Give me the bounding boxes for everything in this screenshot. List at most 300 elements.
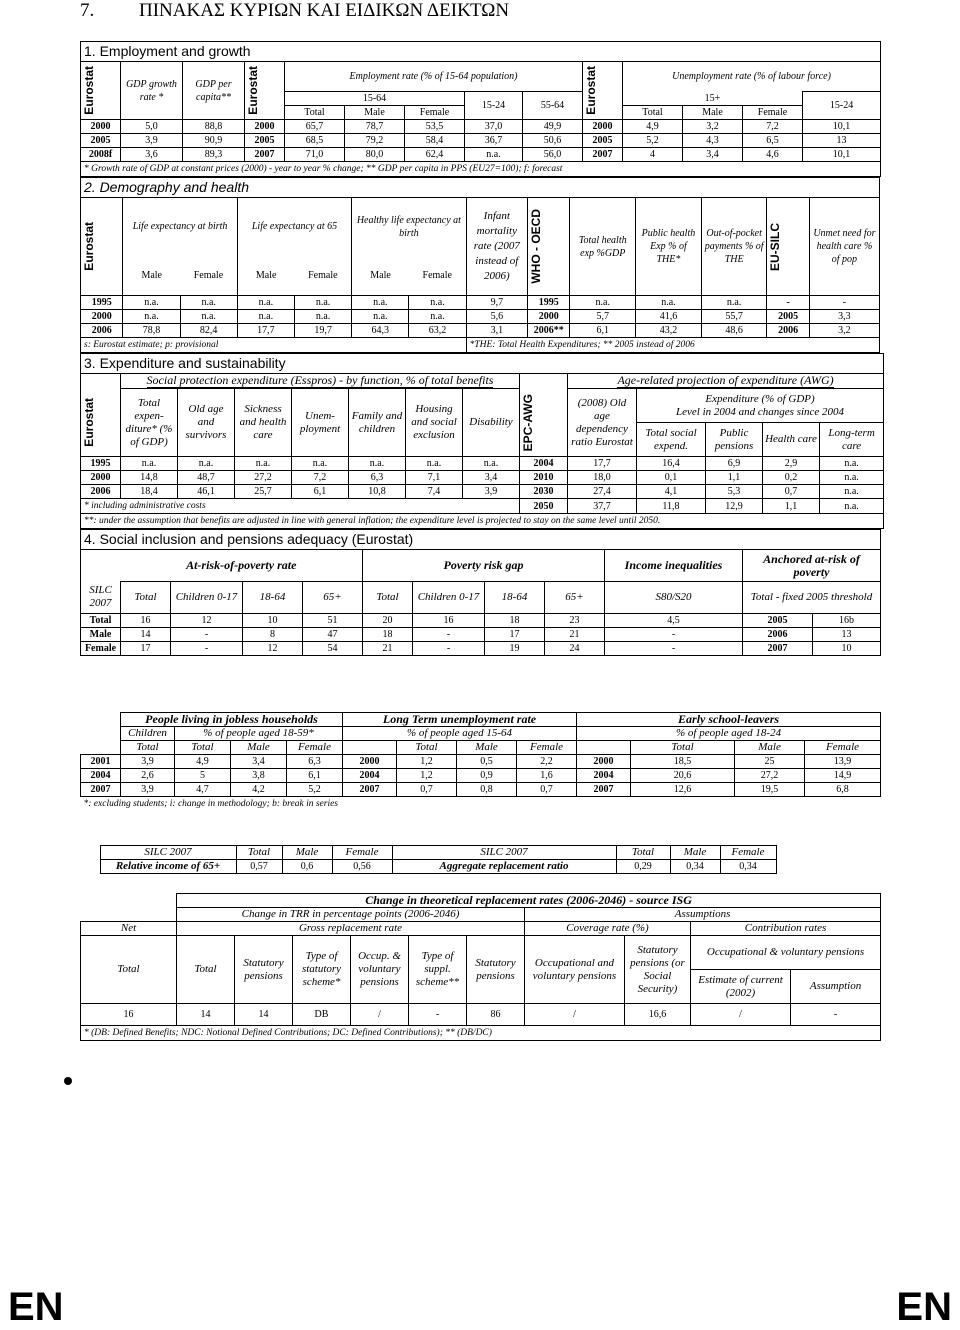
table-cell: 16 — [413, 614, 485, 628]
table-cell: 6,3 — [287, 755, 343, 769]
table-cell: 0,5 — [457, 755, 517, 769]
table-cell: 36,7 — [465, 134, 523, 148]
table-cell: 5,6 — [466, 310, 527, 324]
table-cell: 12 — [171, 614, 243, 628]
table-cell: 16,4 — [637, 457, 706, 471]
col-female: Female — [405, 106, 465, 120]
age-15-24: 15-24 — [803, 92, 881, 120]
table-cell: 16 — [81, 1004, 177, 1026]
table-cell: 55,7 — [701, 310, 767, 324]
table-cell: 3,2 — [683, 120, 743, 134]
col-female: Female — [409, 256, 466, 296]
table-employment — [80, 41, 881, 177]
table-cell: 0,34 — [670, 860, 720, 874]
table-cell: 50,6 — [523, 134, 583, 148]
table-cell: 16,6 — [625, 1004, 691, 1026]
table-cell: 17,7 — [237, 324, 294, 338]
table-cell: 3,3 — [809, 310, 879, 324]
table-cell: 12,6 — [631, 783, 735, 797]
epc-awg-label: EPC-AWG — [521, 393, 535, 451]
table-cell: 37,0 — [465, 120, 523, 134]
table-cell: 21 — [363, 642, 413, 656]
table-cell: 17,7 — [568, 457, 637, 471]
col-male: Male — [670, 846, 720, 860]
awg-col-pensions: Public pensions — [706, 423, 763, 457]
awg-expenditure-header: Expenditure (% of GDP) Level in 2004 and changes since 2004 — [637, 389, 884, 423]
table-cell: 1995 — [528, 296, 570, 310]
section2-note-right: *THE: Total Health Expenditures; ** 2005 instead of 2006 — [466, 338, 879, 353]
age-15-64: 15-64 — [285, 92, 465, 106]
col-total: Total — [81, 936, 177, 1004]
table-cell: 0,29 — [616, 860, 670, 874]
pct-15-64: % of people aged 15-64 — [343, 727, 577, 741]
table-cell: 3,9 — [121, 783, 175, 797]
col-male: Male — [123, 256, 180, 296]
table-cell: 14 — [121, 628, 171, 642]
table-cell: 2030 — [520, 485, 568, 499]
table-cell: n.a. — [294, 310, 351, 324]
table-cell: n.a. — [294, 296, 351, 310]
table-cell: Total — [81, 614, 121, 628]
col-male: Male — [345, 106, 405, 120]
table-cell: n.a. — [235, 457, 292, 471]
table-cell: 49,9 — [523, 120, 583, 134]
awg-col-ltc: Long-term care — [820, 423, 884, 457]
sp-title: Social protection expenditure (Esspros) - by function, % of total benefits — [121, 374, 520, 389]
table-cell: 0,9 — [457, 769, 517, 783]
col-total: Total — [616, 846, 670, 860]
age-55-64: 55-64 — [523, 92, 583, 120]
table-cell: 3,4 — [683, 148, 743, 162]
col-assumption: Assumption — [791, 970, 881, 1004]
table-row — [81, 457, 884, 471]
section3-note2: **: under the assumption that benefits are adjusted in line with general inflation; the expenditure level is projected to stay on the same level until 2050. — [81, 514, 884, 529]
trr-title: Change in theoretical replacement rates (2006-2046) - source ISG — [177, 894, 881, 908]
section2-note-left: s: Eurostat estimate; p: provisional — [81, 338, 467, 353]
table-cell: n.a. — [123, 310, 180, 324]
silc-label: SILC 2007 — [100, 846, 236, 860]
table-row — [81, 642, 881, 656]
table-cell: 14,8 — [121, 471, 178, 485]
table-cell: n.a. — [237, 310, 294, 324]
table-cell: 2006** — [528, 324, 570, 338]
table-cell: 27,2 — [235, 471, 292, 485]
col-female: Female — [720, 846, 776, 860]
col-female: Female — [180, 256, 237, 296]
sp-col-disability: Disability — [463, 389, 520, 457]
col-total: Total — [397, 741, 457, 755]
table-cell: n.a. — [465, 148, 523, 162]
table-cell: - — [791, 1004, 881, 1026]
table-cell: 10,1 — [803, 148, 881, 162]
col-stat-social: Statutory pensions (or Social Security) — [625, 936, 691, 1004]
table-cell: 12 — [243, 642, 303, 656]
table-cell: 4,9 — [623, 120, 683, 134]
table-cell: 3,4 — [231, 755, 287, 769]
sp-col-sickness: Sickness and health care — [235, 389, 292, 457]
section-employment — [80, 41, 880, 656]
table-cell: 2007 — [343, 783, 397, 797]
col-male: Male — [237, 256, 294, 296]
sp-col-housing: Housing and social exclusion — [406, 389, 463, 457]
table-cell: 2000 — [81, 310, 123, 324]
table-cell: 2,2 — [517, 755, 577, 769]
col-total: Total — [121, 741, 175, 755]
table-cell: / — [691, 1004, 791, 1026]
table-cell: 19 — [485, 642, 545, 656]
out-of-pocket-header: Out-of-pocket payments % of THE — [701, 198, 767, 296]
gross-header: Gross replacement rate — [177, 922, 525, 936]
eurostat-label: Eurostat — [246, 66, 260, 115]
table-cell: n.a. — [123, 296, 180, 310]
arop-header: At-risk-of-poverty rate — [121, 550, 363, 582]
col-children: Children 0-17 — [171, 582, 243, 614]
awg-col-health: Health care — [763, 423, 820, 457]
table-row — [81, 471, 884, 485]
table-cell: 51 — [303, 614, 363, 628]
footer-en-right: EN — [896, 1285, 952, 1329]
table-cell: 2007 — [583, 148, 623, 162]
table-cell: / — [525, 1004, 625, 1026]
table-cell: 7,1 — [406, 471, 463, 485]
section2-title: 2. Demography and health — [81, 178, 880, 198]
table-cell: 4,3 — [683, 134, 743, 148]
col-s80: S80/S20 — [605, 582, 743, 614]
table-cell: 89,3 — [183, 148, 245, 162]
table-cell: 2010 — [520, 471, 568, 485]
table-cell: 21 — [545, 628, 605, 642]
table-cell: n.a. — [237, 296, 294, 310]
table-cell: 2005 — [743, 614, 813, 628]
table-cell: n.a. — [409, 296, 466, 310]
age-15plus: 15+ — [623, 92, 803, 106]
table-cell: 56,0 — [523, 148, 583, 162]
table-row — [81, 783, 881, 797]
table-cell: 10 — [813, 642, 881, 656]
col-type-suppl: Type of suppl. scheme** — [409, 936, 467, 1004]
table-cell: 71,0 — [285, 148, 345, 162]
table-cell: 9,7 — [466, 296, 527, 310]
table-cell: 5,0 — [121, 120, 183, 134]
table-cell: 0,1 — [637, 471, 706, 485]
col-female: Female — [294, 256, 351, 296]
table-cell: 64,3 — [352, 324, 409, 338]
table-cell: 24 — [545, 642, 605, 656]
table-cell: - — [767, 296, 809, 310]
table-cell: n.a. — [180, 310, 237, 324]
net-header: Net — [81, 922, 177, 936]
table-row — [81, 628, 881, 642]
table-cell: n.a. — [636, 296, 702, 310]
silc-label: SILC 2007 — [81, 582, 121, 614]
header-title: ΠΙΝΑΚΑΣ ΚΥΡΙΩΝ ΚΑΙ ΕΙΔΙΚΩΝ ΔΕΙΚΤΩΝ — [139, 0, 510, 21]
table-relative-income — [80, 845, 880, 874]
table-cell: 1,1 — [706, 471, 763, 485]
table-cell: 4,9 — [175, 755, 231, 769]
table-cell: 1,2 — [397, 755, 457, 769]
table-row — [81, 614, 881, 628]
col-total: Total — [121, 582, 171, 614]
table-row — [81, 120, 881, 134]
table-cell: 3,2 — [809, 324, 879, 338]
table-social-inclusion — [80, 529, 881, 656]
table-expenditure — [80, 353, 884, 529]
col-female: Female — [332, 846, 392, 860]
table-cell: 0,8 — [457, 783, 517, 797]
table-cell: 2000 — [577, 755, 631, 769]
table-cell: 2004 — [520, 457, 568, 471]
table-cell: 11,8 — [637, 499, 706, 514]
table-cell: 18,0 — [568, 471, 637, 485]
table-row — [81, 324, 880, 338]
section-jobless — [80, 712, 880, 811]
table-cell: 18 — [363, 628, 413, 642]
table-demography — [80, 177, 880, 353]
table-cell: 1995 — [81, 296, 123, 310]
table-cell: n.a. — [820, 457, 884, 471]
table-cell: 68,5 — [285, 134, 345, 148]
eurostat-label: Eurostat — [82, 397, 96, 447]
section1-title: 1. Employment and growth — [81, 42, 881, 62]
table-cell: 10 — [243, 614, 303, 628]
table-cell: 2004 — [577, 769, 631, 783]
table-cell: 2006 — [743, 628, 813, 642]
section4-title: 4. Social inclusion and pensions adequacy (Eurostat) — [81, 530, 881, 550]
table-cell: 2001 — [81, 755, 121, 769]
table-cell: 14 — [235, 1004, 293, 1026]
employment-rate-header: Employment rate (% of 15-64 population) — [285, 62, 583, 92]
table-cell: 14 — [177, 1004, 235, 1026]
table-cell: 0,57 — [236, 860, 282, 874]
table-cell: 3,8 — [231, 769, 287, 783]
table-cell: 3,9 — [463, 485, 520, 499]
table-cell: - — [409, 1004, 467, 1026]
table-cell: 8 — [243, 628, 303, 642]
table-cell: 12,9 — [706, 499, 763, 514]
table-cell: - — [605, 628, 743, 642]
table-cell: - — [413, 628, 485, 642]
table-cell: 17 — [485, 628, 545, 642]
col-65plus: 65+ — [303, 582, 363, 614]
table-cell: 0,7 — [763, 485, 820, 499]
col-total: Total — [285, 106, 345, 120]
table-cell: 41,6 — [636, 310, 702, 324]
table-cell: 6,9 — [706, 457, 763, 471]
col-male: Male — [683, 106, 743, 120]
table-cell: 18,4 — [121, 485, 178, 499]
table-cell: 6,1 — [570, 324, 636, 338]
section3-title: 3. Expenditure and sustainability — [81, 354, 884, 374]
col-male: Male — [231, 741, 287, 755]
unemployment-rate-header: Unemployment rate (% of labour force) — [623, 62, 881, 92]
coverage-header: Coverage rate (%) — [525, 922, 691, 936]
table-cell: 2007 — [81, 783, 121, 797]
table-cell: 1,6 — [517, 769, 577, 783]
le-birth-header: Life expectancy at birth — [123, 198, 237, 256]
hle-header: Healthy life expectancy at birth — [352, 198, 466, 256]
section3-note-admin: * including administrative costs — [81, 499, 520, 514]
table-cell: 2000 — [81, 471, 121, 485]
table-cell: 78,7 — [345, 120, 405, 134]
anchored-header: Anchored at-risk of poverty — [743, 550, 881, 582]
trr-change-header: Change in TRR in percentage points (2006-2046) — [177, 908, 525, 922]
table-cell: 2007 — [577, 783, 631, 797]
col-estimate: Estimate of current (2002) — [691, 970, 791, 1004]
col-children: Children 0-17 — [413, 582, 485, 614]
table-cell: 1995 — [81, 457, 121, 471]
table-cell: 0,7 — [397, 783, 457, 797]
col-female: Female — [805, 741, 881, 755]
table-cell: 53,5 — [405, 120, 465, 134]
table-cell: 4,2 — [231, 783, 287, 797]
col-18-64: 18-64 — [243, 582, 303, 614]
table-cell: 0,7 — [517, 783, 577, 797]
table-cell: 3,6 — [121, 148, 183, 162]
table-cell: n.a. — [820, 485, 884, 499]
relative-income-label: Relative income of 65+ — [100, 860, 236, 874]
col-female: Female — [287, 741, 343, 755]
table-cell: 4,1 — [637, 485, 706, 499]
table-cell: 1,1 — [763, 499, 820, 514]
col-male: Male — [457, 741, 517, 755]
col-male: Male — [735, 741, 805, 755]
table-cell: n.a. — [820, 499, 884, 514]
col-total: Total — [363, 582, 413, 614]
table-row — [81, 310, 880, 324]
table-cell: n.a. — [292, 457, 349, 471]
table-cell: 88,8 — [183, 120, 245, 134]
table-cell: 7,4 — [406, 485, 463, 499]
table-cell: 19,7 — [294, 324, 351, 338]
table-cell: 13 — [813, 628, 881, 642]
total-health-exp-header: Total health exp %GDP — [570, 198, 636, 296]
table-cell: 27,2 — [735, 769, 805, 783]
table-row — [81, 485, 884, 499]
table-cell: n.a. — [570, 296, 636, 310]
table-cell: / — [351, 1004, 409, 1026]
table-cell: 2006 — [81, 324, 123, 338]
table-cell: 2005 — [81, 134, 121, 148]
table-cell: n.a. — [180, 296, 237, 310]
table-cell: 2000 — [81, 120, 121, 134]
table-cell: 6,1 — [287, 769, 343, 783]
table-cell: DB — [293, 1004, 351, 1026]
table-cell: 4 — [623, 148, 683, 162]
table-cell: 86 — [467, 1004, 525, 1026]
col-female: Female — [517, 741, 577, 755]
table-cell: 5,2 — [287, 783, 343, 797]
table-cell: n.a. — [178, 457, 235, 471]
table-cell: n.a. — [406, 457, 463, 471]
gdp-growth-header: GDP growth rate * — [121, 62, 183, 120]
table-cell: 46,1 — [178, 485, 235, 499]
table-row — [81, 769, 881, 783]
table-cell: 4,7 — [175, 783, 231, 797]
table-cell: 0,34 — [720, 860, 776, 874]
table-cell: 0,56 — [332, 860, 392, 874]
table-cell: 2,9 — [763, 457, 820, 471]
table-cell: 2000 — [528, 310, 570, 324]
table-cell: 54 — [303, 642, 363, 656]
table-cell: 5,2 — [623, 134, 683, 148]
col-occ-vol2: Occupational & voluntary pensions — [691, 936, 881, 970]
col-children: Children — [121, 727, 175, 741]
table-cell: n.a. — [121, 457, 178, 471]
public-health-exp-header: Public health Exp % of THE* — [636, 198, 702, 296]
table-cell: 6,1 — [292, 485, 349, 499]
jobless-note: *: excluding students; i: change in methodology; b: break in series — [83, 799, 339, 809]
col-occ-and-vol: Occupational and voluntary pensions — [525, 936, 625, 1004]
pct-18-59: % of people aged 18-59* — [175, 727, 343, 741]
table-cell: - — [171, 642, 243, 656]
table-cell: 14,9 — [805, 769, 881, 783]
table-cell: 19,5 — [735, 783, 805, 797]
table-cell: 4,5 — [605, 614, 743, 628]
le-65-header: Life expectancy at 65 — [237, 198, 351, 256]
jobless-header: People living in jobless households — [121, 713, 343, 727]
table-cell: 7,2 — [292, 471, 349, 485]
ltu-header: Long Term unemployment rate — [343, 713, 577, 727]
table-cell: n.a. — [409, 310, 466, 324]
table-cell: 0,2 — [763, 471, 820, 485]
sp-col-family: Family and children — [349, 389, 406, 457]
table-cell: 20,6 — [631, 769, 735, 783]
col-65plus: 65+ — [545, 582, 605, 614]
table-cell: 17 — [121, 642, 171, 656]
table-cell: 43,2 — [636, 324, 702, 338]
col-male: Male — [282, 846, 332, 860]
table-cell: Male — [81, 628, 121, 642]
table-cell: 13,9 — [805, 755, 881, 769]
infant-mortality-header: Infant mortality rate (2007 instead of 2006) — [466, 198, 527, 296]
table-cell: 2004 — [343, 769, 397, 783]
table-cell: n.a. — [352, 310, 409, 324]
table-cell: 2005 — [583, 134, 623, 148]
table-cell: 3,4 — [463, 471, 520, 485]
footer-en-left: EN — [8, 1285, 64, 1329]
table-cell: 2006 — [81, 485, 121, 499]
table-cell: 10,1 — [803, 120, 881, 134]
contrib-header: Contribution rates — [691, 922, 881, 936]
table-cell: 2007 — [245, 148, 285, 162]
table-cell: 48,6 — [701, 324, 767, 338]
table-cell: 63,2 — [409, 324, 466, 338]
bullet-icon — [64, 1077, 72, 1085]
table-cell: 2000 — [245, 120, 285, 134]
who-oecd-label: WHO - OECD — [529, 209, 544, 284]
section-trr — [80, 893, 880, 1041]
col-occup-vol: Occup. & voluntary pensions — [351, 936, 409, 1004]
table-cell: 18 — [485, 614, 545, 628]
table-cell: 0,6 — [282, 860, 332, 874]
section-relative-income — [80, 845, 880, 874]
table-cell: 3,9 — [121, 134, 183, 148]
table-cell: n.a. — [820, 471, 884, 485]
table-cell: 80,0 — [345, 148, 405, 162]
table-cell: 2004 — [81, 769, 121, 783]
aggregate-ratio-label: Aggregate replacement ratio — [392, 860, 616, 874]
table-cell: Female — [81, 642, 121, 656]
table-cell: 5 — [175, 769, 231, 783]
table-cell: 47 — [303, 628, 363, 642]
col-statutory: Statutory pensions — [235, 936, 293, 1004]
table-cell: 23 — [545, 614, 605, 628]
table-cell: 13 — [803, 134, 881, 148]
unmet-need-header: Unmet need for health care % of pop — [809, 198, 879, 296]
table-cell: 6,8 — [805, 783, 881, 797]
sp-col-old-age: Old age and survivors — [178, 389, 235, 457]
table-cell: 2006 — [767, 324, 809, 338]
